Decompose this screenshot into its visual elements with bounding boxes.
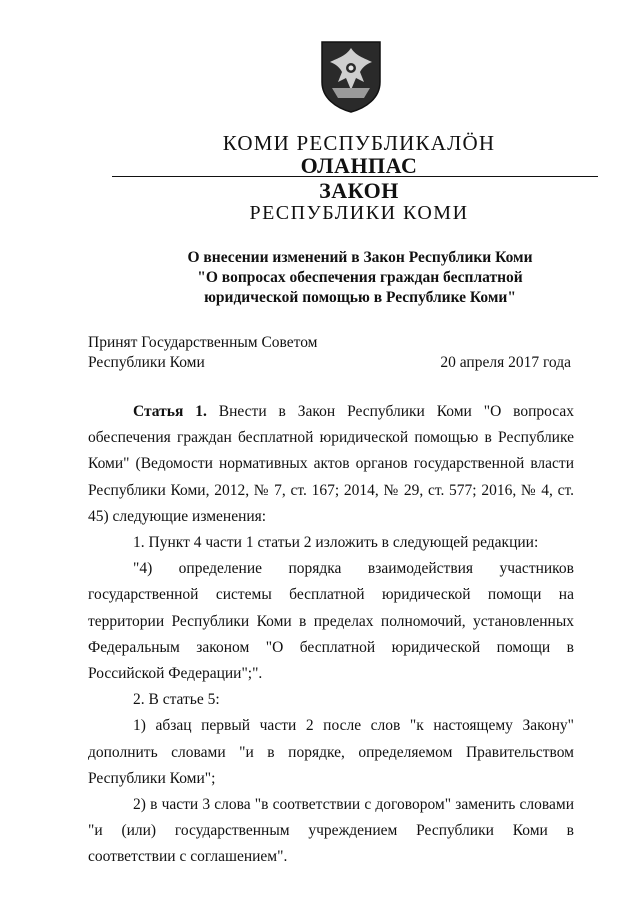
header-divider xyxy=(112,176,598,177)
law-body xyxy=(88,399,574,871)
header-line-republic: РЕСПУБЛИКИ КОМИ xyxy=(249,202,469,224)
article-label: Статья 1. xyxy=(133,403,207,420)
adoption-date: 20 апреля 2017 года xyxy=(440,354,571,371)
law-title-line: юридической помощью в Республике Коми" xyxy=(204,289,516,306)
law-title-line: "О вопросах обеспечения граждан бесплатной xyxy=(197,269,523,286)
article-text: Внести в Закон Республики Коми "О вопросах обеспечения граждан бесплатной юридической помощью в Республике Коми" (Ведомости нормативных актов органов государственной власти Республики Коми, 2012, № 7, ст. 167; 2014, № 29, ст. 577; 2016, № 4, ст. 45) следующие изменения: xyxy=(88,403,575,525)
header-line-komi: КОМИ РЕСПУБЛИКАЛӦН xyxy=(222,131,496,155)
adopted-by-line: Принят Государственным Советом xyxy=(88,334,318,351)
law-title-line: О внесении изменений в Закон Республики Коми xyxy=(187,249,533,266)
article-1-paragraph xyxy=(88,399,574,530)
body-paragraph: "4) определение порядка взаимодействия участников государственной системы бесплатной юридической помощи на территории Республики Коми в пределах полномочий, установленных Федеральным законом "О бесплатной юридической помощи в Российской Федерации";". xyxy=(88,560,574,683)
body-paragraph: 1. Пункт 4 части 1 статьи 2 изложить в следующей редакции: xyxy=(133,534,539,552)
law-title xyxy=(100,248,620,308)
header-line-olanpas: ОЛАНПАС xyxy=(300,153,418,178)
adopted-by-line: Республики Коми xyxy=(88,354,205,371)
header-line-zakon: ЗАКОН xyxy=(319,178,399,203)
komi-coat-of-arms-icon xyxy=(318,38,384,114)
body-paragraph: 1) абзац первый части 2 после слов "к настоящему Закону" дополнить словами "и в порядке, определяемом Правительством Республики Коми"; xyxy=(88,717,574,787)
body-paragraph: 2) в части 3 слова "в соответствии с договором" заменить словами "и (или) государственным учреждением Республики Коми в соответствии с соглашением". xyxy=(88,796,574,866)
body-paragraph: 2. В статье 5: xyxy=(133,691,220,709)
